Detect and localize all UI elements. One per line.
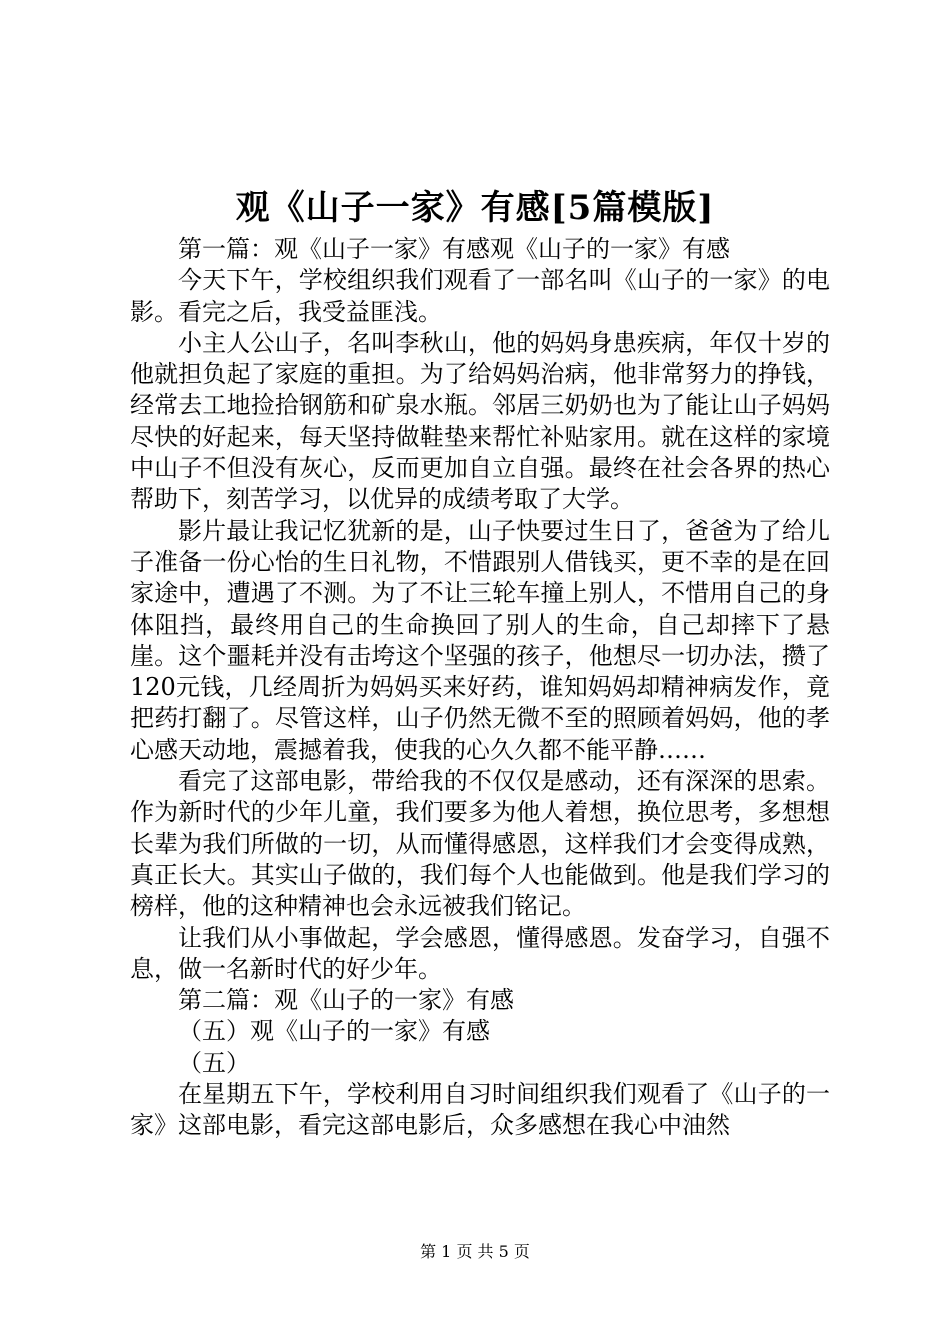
paragraph-7: 第二篇：观《山子的一家》有感 (178, 986, 514, 1015)
paragraph-9: （五） (178, 1048, 250, 1077)
paragraph-5: 看完了这部电影，带给我的不仅仅是感动，还有深深的思索。作为新时代的少年儿童，我们要多为他人着想，换位思考，多想想长辈为我们所做的一切，从而懂得感恩，这样我们才会变得成熟，真正长大。其实山子做的，我们每个人也能做到。他是我们学习的榜样，他的这种精神也会永远被我们铭记。 (130, 767, 830, 921)
document-body (130, 234, 830, 1142)
paragraph-8: （五）观《山子的一家》有感 (178, 1017, 490, 1046)
document-title: 观《山子一家》有感[5篇模版] (235, 188, 715, 228)
paragraph-6: 让我们从小事做起，学会感恩，懂得感恩。发奋学习，自强不息，做一名新时代的好少年。 (130, 923, 830, 983)
paragraph-2: 今天下午，学校组织我们观看了一部名叫《山子的一家》的电影。看完之后，我受益匪浅。 (130, 266, 830, 326)
page-footer: 第 1 页 共 5 页 (420, 1242, 530, 1261)
paragraph-10: 在星期五下午，学校利用自习时间组织我们观看了《山子的一家》这部电影，看完这部电影后，众多感想在我心中油然 (130, 1080, 830, 1140)
paragraph-1: 第一篇：观《山子一家》有感观《山子的一家》有感 (178, 235, 730, 263)
paragraph-4: 影片最让我记忆犹新的是，山子快要过生日了，爸爸为了给儿子准备一份心怡的生日礼物，不惜跟别人借钱买，更不幸的是在回家途中，遭遇了不测。为了不让三轮车撞上别人，不惜用自己的身体阻挡，最终用自己的生命换回了别人的生命，自己却摔下了悬崖。这个噩耗并没有击垮这个坚强的孩子，他想尽一切办法，攒了120元钱，几经周折为妈妈买来好药，谁知妈妈却精神病发作，竟把药打翻了。尽管这样，山子仍然无微不至的照顾着妈妈，他的孝心感天动地，震撼着我，使我的心久久都不能平静…… (130, 516, 830, 764)
paragraph-3: 小主人公山子，名叫李秋山，他的妈妈身患疾病，年仅十岁的他就担负起了家庭的重担。为了给妈妈治病，他非常努力的挣钱，经常去工地捡拾钢筋和矿泉水瓶。邻居三奶奶也为了能让山子妈妈尽快的好起来，每天坚持做鞋垫来帮忙补贴家用。就在这样的家境中山子不但没有灰心，反而更加自立自强。最终在社会各界的热心帮助下，刻苦学习，以优异的成绩考取了大学。 (130, 328, 830, 514)
